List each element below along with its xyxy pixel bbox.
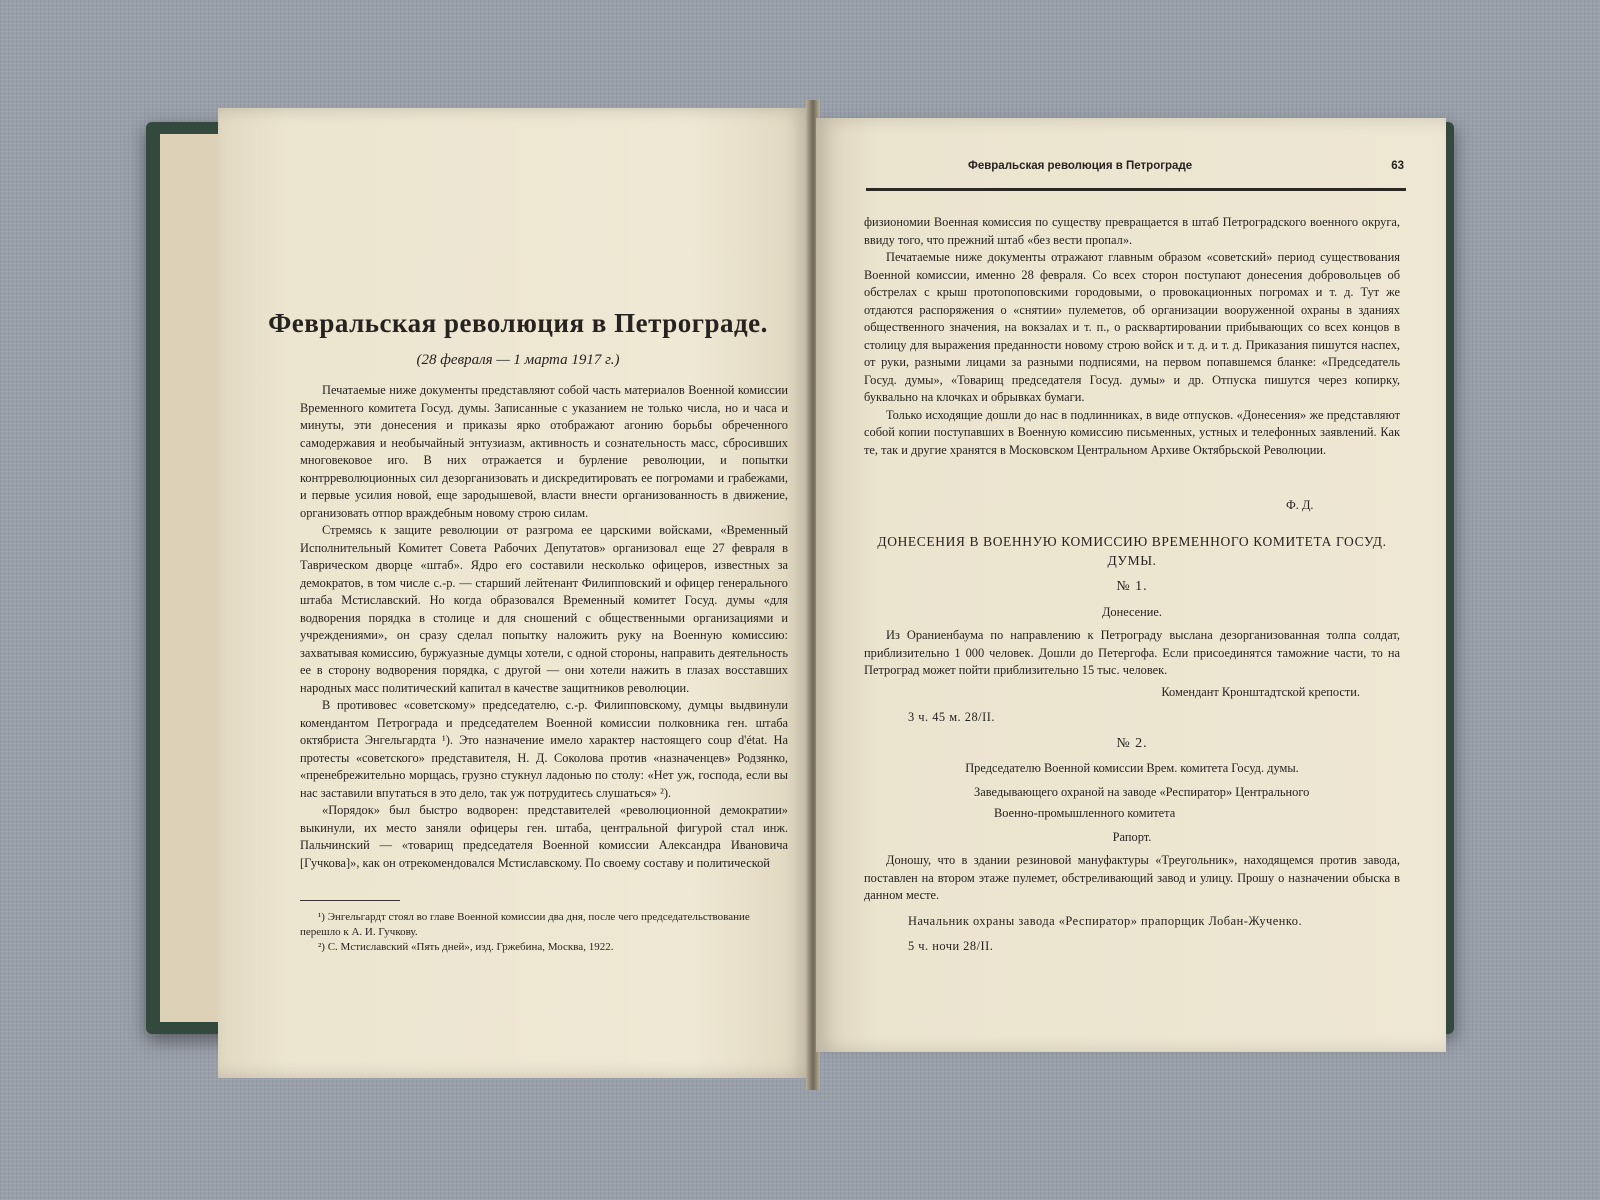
article-title: Февральская революция в Петрограде. [268, 308, 768, 338]
paragraph: Только исходящие дошли до нас в подлинниках, в виде отпусков. «Донесения» же представляют собой копии поступавших в Военную комиссию письменных, устных и телефонных заявлений. Как те, так и другие хранятся в Московском Центральном Архиве Октябрьской Революции. [864, 407, 1400, 457]
doc-time: 5 ч. ночи 28/II. [908, 939, 994, 953]
paragraph: В противовес «советскому» председателю, с.-р. Филипповскому, думцы выдвинули комендантом Петрограда и председателем Военной комиссии полковника ген. штаба октябриста Энгельгардта ¹). Это назначение имело характер настоящего coup d'état. На протесты «советского» представителя, Н. Д. Соколова против «назначенцев» Родзянко, «пренебрежительно морщась, грузно стукнул ладонью по столу: «Нет уж, господа, если вы нас заставили впутаться в это дело, так уж потрудитесь слушаться» ²). [300, 698, 788, 800]
paragraph: Печатаемые ниже документы представляют собой часть материалов Военной комиссии Временного комитета Госуд. думы. Записанные с указанием не только числа, но и часа и минуты, эти донесения и приказы ярко отображают агонию борьбы обреченного самодержавия и необычайный энтузиазм, активность и сознательность масс, сбросивших многовековое иго. В них отражается и бурление революции, и попытки контрреволюционных сил дезорганизовать и дискредитировать ее погромами и грабежами, и первые усилия новой, еще зародышевой, власти внести организованность в движение, организовать отпор враждебным новому строю силам. [300, 383, 788, 520]
doc-label: Рапорт. [1112, 829, 1152, 844]
doc-signature: Начальник охраны завода «Респиратор» прапорщик Лобан-Жученко. [908, 913, 1303, 928]
paragraph: Стремясь к защите революции от разгрома ее царскими войсками, «Временный Исполнительный Комитет Совета Рабочих Депутатов» организовал еще 27 февраля в Таврическом дворце «штаб». Ядро его составили несколько офицеров, известных за демократов, в том числе с.-р. — старший лейтенант Филипповский и офицер генерального штаба Мстиславский. Но когда образовался Временный комитет Госуд. думы «для водворения порядка в столице и для сношений с общественными организациями и учреждениями», он сразу сделал попытку наложить руку на Военную комиссию: захватывая комиссию, буржуазные думцы хотели, с одной стороны, направить деятельность ее в сторону водворения порядка, с другой — они хотели нажить в глазах восставших народных масс политический капитал в качестве защитников революции. [300, 523, 788, 695]
footnote: ²) С. Мстиславский «Пять дней», изд. Гржебина, Москва, 1922. [318, 941, 614, 953]
doc-from: Военно-промышленного комитета [994, 806, 1176, 820]
doc-text: Из Ораниенбаума по направлению к Петрограду выслана дезорганизованная толпа солдат, приблизительно 1 000 человек. Дошли до Петергофа. Если присоединятся таможние части, то на Петроград может пойти приблизительно 15 тыс. человек. [864, 628, 1400, 677]
article-dates: (28 февраля — 1 марта 1917 г.) [416, 352, 620, 368]
author-initials: Ф. Д. [1286, 498, 1314, 512]
left-body [300, 382, 788, 872]
paragraph: «Порядок» был быстро водворен: представителей «революционной демократии» выкинули, их место заняли офицеры ген. штаба, центральной фигурой стал инж. Пальчинский — «товарищ председателя Военной комиссии Александра Ивановича [Гучкова]», как он отрекомендовался Мстиславскому. По своему составу и политической [300, 803, 788, 870]
footnote: ¹) Энгельгардт стоял во главе Военной комиссии два дня, после чего председательствование перешло к А. И. Гучкову. [300, 911, 750, 938]
footnotes [300, 910, 788, 955]
left-page [218, 108, 810, 1078]
doc-number: № 1. [1116, 579, 1148, 594]
section-heading: ДОНЕСЕНИЯ В ВОЕННУЮ КОМИССИЮ ВРЕМЕННОГО КОМИТЕТА ГОСУД. ДУМЫ. [877, 534, 1387, 568]
right-body [864, 214, 1400, 459]
doc-from: Заведывающего охраной на заводе «Респиратор» Центрального [974, 784, 1310, 799]
right-page [816, 118, 1446, 1052]
doc-addressee: Председателю Военной комиссии Врем. комитета Госуд. думы. [965, 761, 1299, 775]
doc-signature: Комендант Кронштадтской крепости. [1161, 684, 1360, 699]
paragraph: физиономии Военная комиссия по существу превращается в штаб Петроградского военного округа, ввиду того, что прежний штаб «без вести пропал». [864, 215, 1400, 247]
doc-text: Доношу, что в здании резиновой мануфактуры «Треугольник», находящемся против завода, поставлен на втором этаже пулемет, обстреливающий завод и улицу. Прошу о назначении обыска в данном месте. [864, 853, 1400, 902]
running-head-title: Февральская революция в Петрограде [968, 160, 1193, 172]
documents [864, 570, 1400, 964]
header-rule [866, 188, 1406, 191]
paragraph: Печатаемые ниже документы отражают главным образом «советский» период существования Военной комиссии, именно 28 февраля. Со всех сторон поступают донесения добровольцев об обстрелах с крыш протопоповскими городовыми, о провокационных погромах и т. д. Тут же отдаются распоряжения о «снятии» пулеметов, об организации вооруженной охраны в зданиях общественного значения, на вокзалах и т. п., о расквартировании прибывающих со всех концов в столицу для выражения преданности новому строю войск и т. д. и т. д. Приказания пишутся наспех, от руки, разными лицами за разными подписями, на первом попавшемся бланке: «Председатель Госуд. думы», «Товарищ председателя Госуд. думы» и др. Отпуска пишутся через копирку, буквально на клочках и обрывках бумаги. [864, 250, 1400, 404]
doc-number: № 2. [1116, 735, 1148, 751]
doc-time: 3 ч. 45 м. 28/II. [908, 710, 995, 724]
doc-label: Донесение. [1101, 604, 1163, 619]
footnote-rule [300, 900, 400, 901]
page-number: 63 [1391, 160, 1404, 172]
